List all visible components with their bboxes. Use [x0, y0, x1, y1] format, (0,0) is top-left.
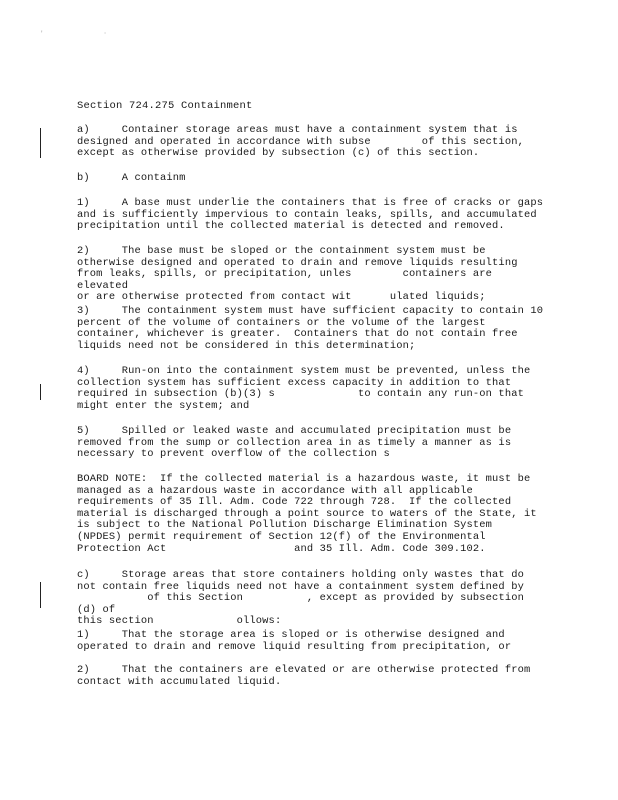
paragraph-b3: 3) The containment system must have sufficient capacity to contain 10 percent of the volume of containers or the volume of the largest container, whichever is greater. Containers that do not contain free liquids need not be considered in this determination;: [77, 305, 544, 352]
paragraph-b: b) A containm: [77, 172, 186, 184]
revision-bar: [40, 582, 41, 608]
paragraph-b4: 4) Run-on into the containment system must be prevented, unless the collection system has sufficient excess capacity in addition to that required in subsection (b)(3) s to contain any run-on that might enter the system; and: [77, 365, 531, 412]
board-note: BOARD NOTE: If the collected material is a hazardous waste, it must be managed as a hazardous waste in accordance with all applicable requirements of 35 Ill. Adm. Code 722 through 728. If the collected material is discharged through a point source to waters of the State, it is subject to the National Pollution Discharge Elimination System (NPDES) permit requirement of Section 12(f) of the Environmental Protection Act and 35 Ill. Adm. Code 309.102.: [77, 473, 537, 555]
scan-specks: ' ·: [40, 30, 135, 37]
paragraph-c2: 2) That the containers are elevated or are otherwise protected from contact with accumulated liquid.: [77, 664, 531, 688]
revision-bar: [40, 384, 41, 400]
paragraph-a: a) Container storage areas must have a containment system that is designed and operated in accordance with subse of this section, except as otherwise provided by subsection (c) of this section.: [77, 124, 524, 160]
paragraph-c: c) Storage areas that store containers holding only wastes that do not contain free liquids need not have a containment system defined by of this Section , except as provided by subsection (d) of this section ollows:: [77, 569, 524, 628]
paragraph-b1: 1) A base must underlie the containers that is free of cracks or gaps and is sufficiently impervious to contain leaks, spills, and accumulated precipitation until the collected material is detected and removed.: [77, 197, 544, 233]
paragraph-b2: 2) The base must be sloped or the containment system must be otherwise designed and operated to drain and remove liquids resulting from leaks, spills, or precipitation, unles containers are elevated or are otherwise protected from contact wit ulated liquids;: [77, 245, 518, 304]
revision-bar: [40, 128, 41, 158]
paragraph-b5: 5) Spilled or leaked waste and accumulated precipitation must be removed from the sump or collection area in as timely a manner as is necessary to prevent overflow of the collection s: [77, 425, 512, 461]
section-title: Section 724.275 Containment: [77, 100, 253, 112]
paragraph-c1: 1) That the storage area is sloped or is otherwise designed and operated to drain and remove liquid resulting from precipitation, or: [77, 629, 512, 653]
